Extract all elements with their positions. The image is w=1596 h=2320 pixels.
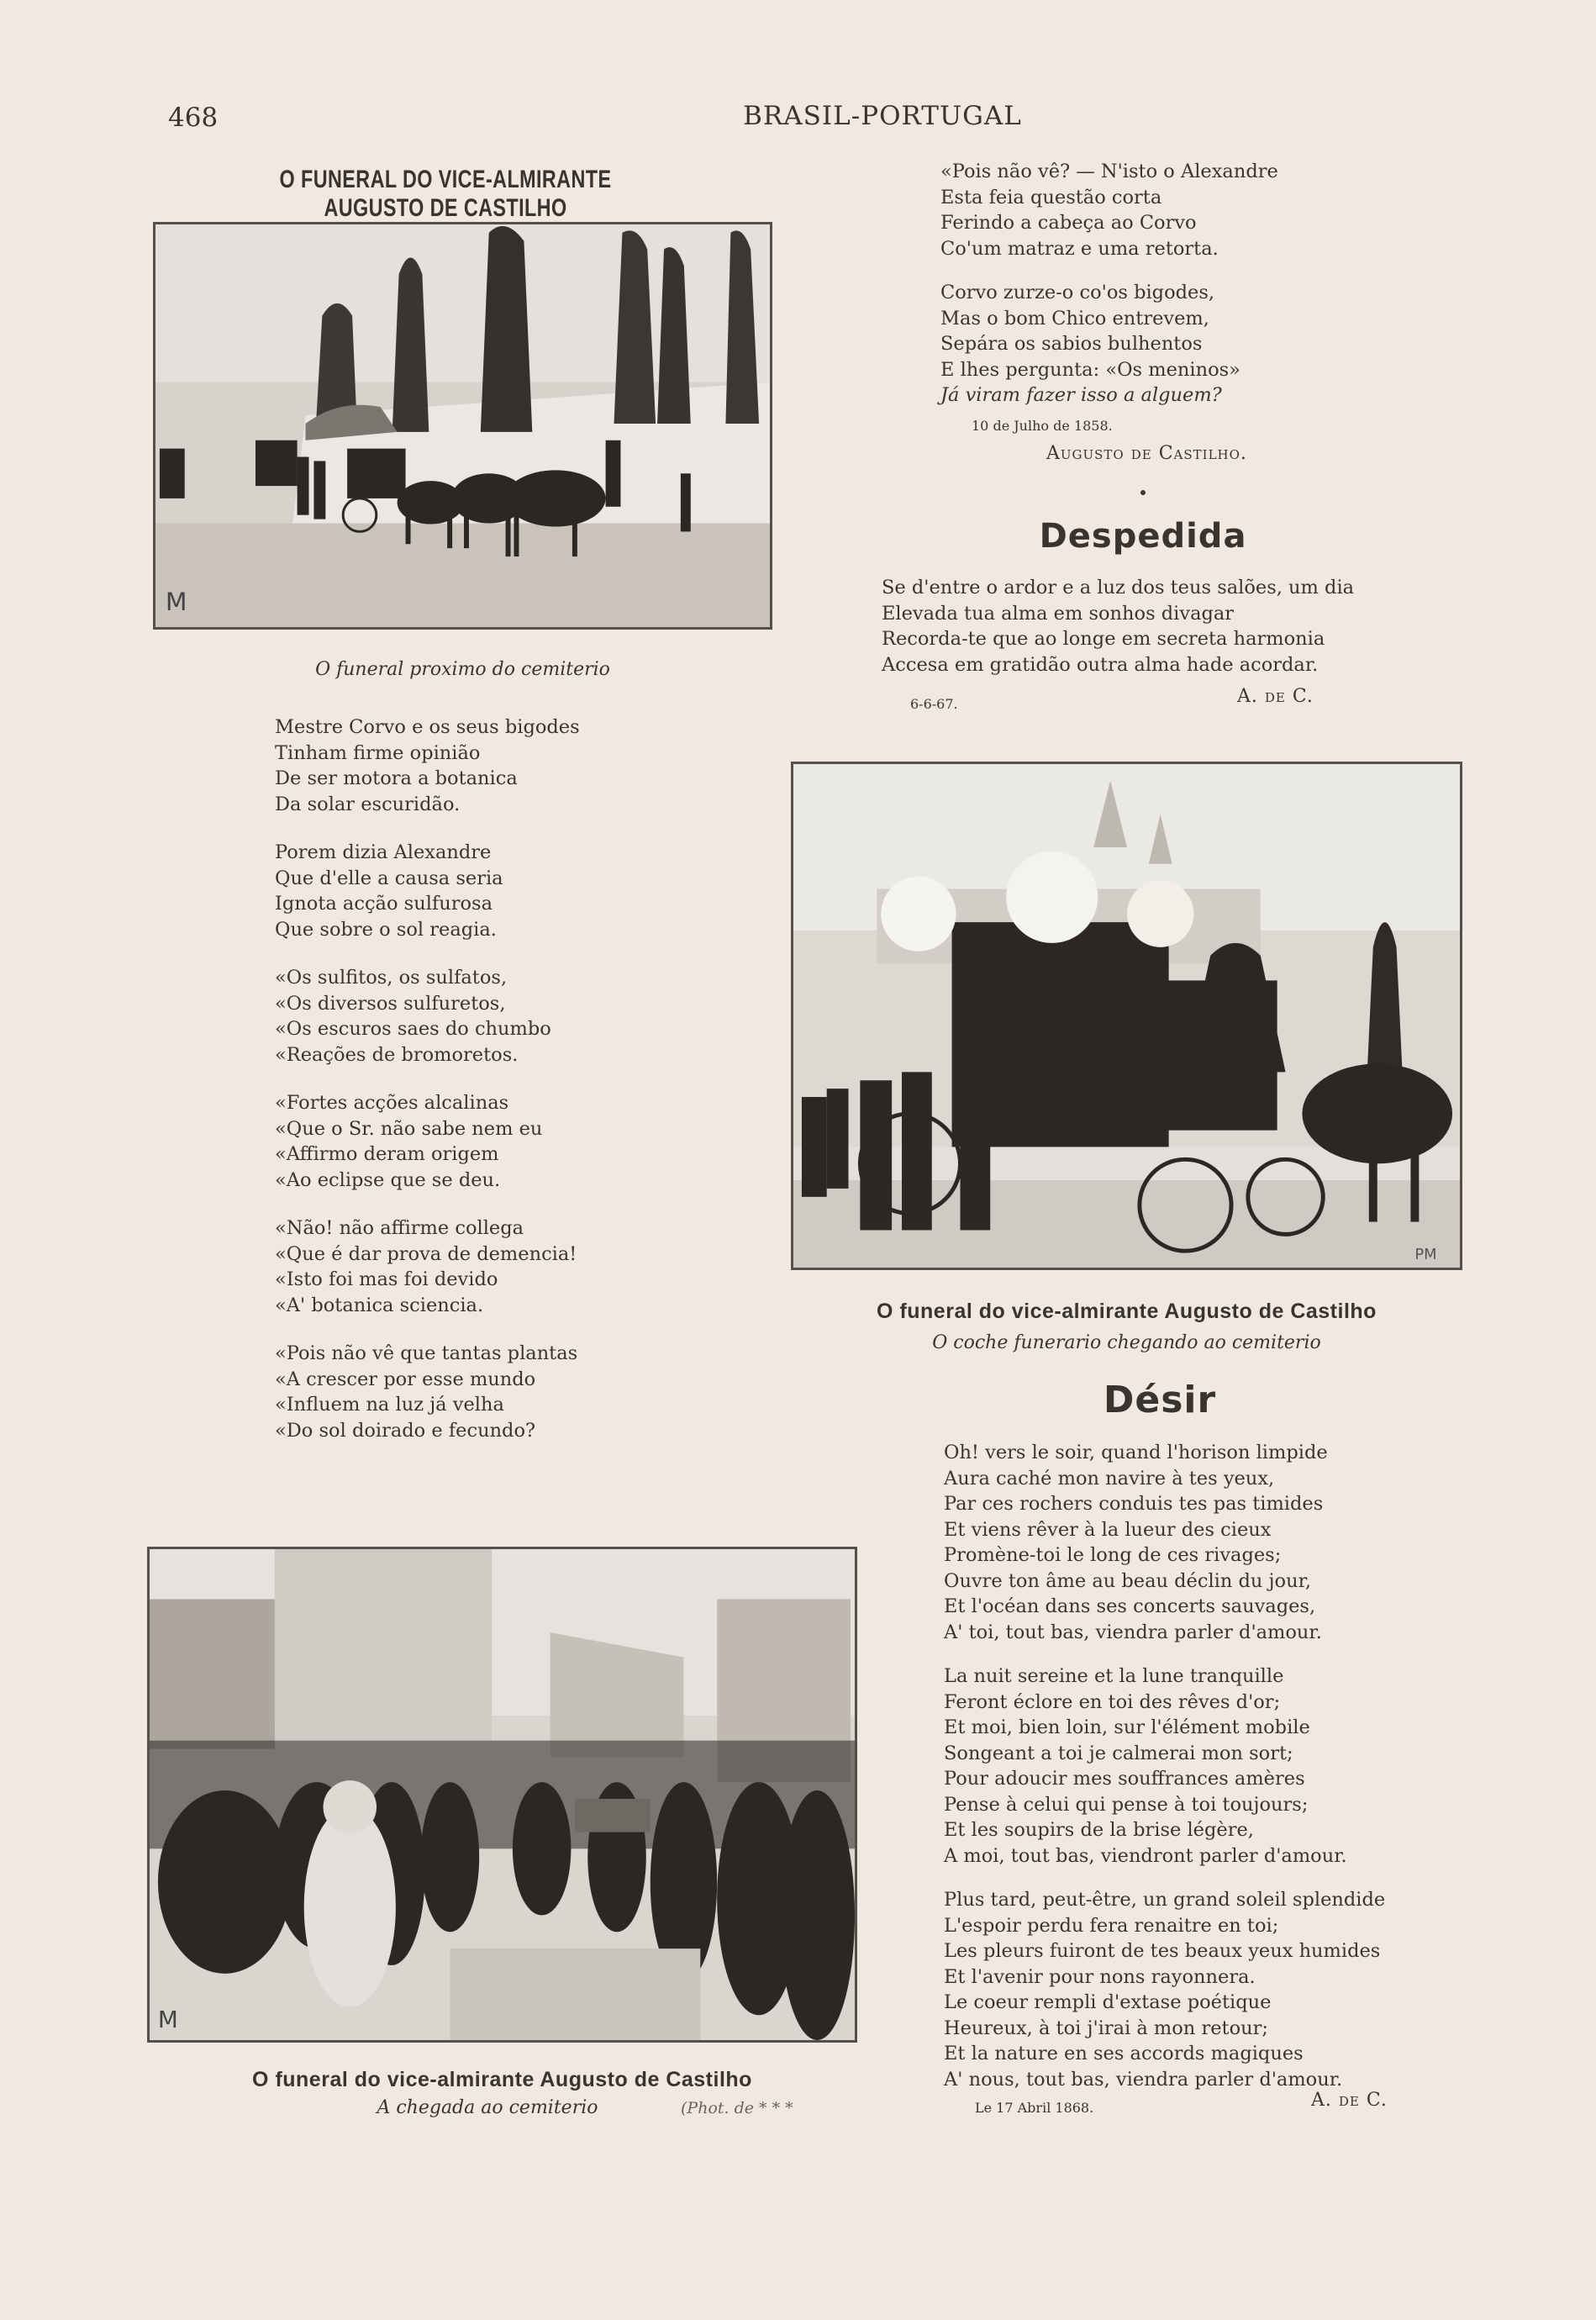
right-stanza-1 (940, 159, 1377, 261)
desir-date: Le 17 Abril 1868. (975, 2100, 1094, 2116)
article-title: O FUNERAL DO VICE-ALMIRANTE AUGUSTO DE CASTILHO (279, 166, 612, 222)
desir-title: Désir (1103, 1379, 1217, 1421)
poem-line: Songeant a toi je calmerai mon sort; (944, 1742, 1293, 1764)
poem-line: «Os sulfitos, os sulfatos, (275, 967, 508, 989)
poem-line: «A crescer por esse mundo (275, 1368, 536, 1390)
poem-line: «Do sol doirado e fecundo? (275, 1419, 536, 1442)
poem-line: Accesa em gratidão outra alma hade acordar. (882, 653, 1319, 676)
poem-line: «Os diversos sulfuretos, (275, 992, 506, 1015)
poem-line: Sepára os sabios bulhentos (940, 333, 1203, 355)
poem-line: Par ces rochers conduis tes pas timides (944, 1493, 1324, 1515)
poem-line: «Ao eclipse que se deu. (275, 1168, 501, 1191)
poem-line: Mas o bom Chico entrevem, (940, 307, 1209, 330)
poem-line: «Não! não affirme collega (275, 1217, 524, 1239)
poem-line: A moi, tout bas, viendront parler d'amour. (944, 1844, 1347, 1867)
photo-hearse (791, 762, 1462, 1270)
left-poem (275, 714, 712, 1466)
poem-line: Heureux, à toi j'irai à mon retour; (944, 2017, 1268, 2039)
poem-line: «Isto foi mas foi devido (275, 1268, 498, 1290)
photo3-caption-italic: A chegada ao cemiterio (377, 2097, 598, 2118)
poem-line: Ignota acção sulfurosa (275, 893, 492, 915)
poem-line: «Pois não vê que tantas plantas (275, 1342, 578, 1364)
left-stanza-3 (275, 965, 712, 1068)
poem-line: E lhes pergunta: «Os meninos» (940, 358, 1240, 381)
poem-line: «Fortes acções alcalinas (275, 1092, 509, 1114)
desir-author: A. de C. (1311, 2090, 1388, 2111)
poem-line: Et viens rêver à la lueur des cieux (944, 1518, 1272, 1541)
right-poem-author: Augusto de Castilho. (1046, 443, 1247, 464)
poem-line: Já viram fazer isso a alguem? (940, 384, 1222, 406)
poem-line: Ouvre ton âme au beau déclin du jour, (944, 1569, 1312, 1592)
poem-line: Da solar escuridão. (275, 793, 461, 815)
poem-line: Et la nature en ses accords magiques (944, 2043, 1304, 2064)
poem-line: Pense à celui qui pense à toi toujours; (944, 1793, 1309, 1816)
photo1-monogram: M (165, 588, 187, 618)
poem-line: Tinham firme opinião (275, 741, 481, 764)
poem-line: Et moi, bien loin, sur l'élément mobile (944, 1716, 1310, 1738)
poem-line: Les pleurs fuiront de tes beaux yeux humides (944, 1940, 1381, 1962)
poem-line: Elevada tua alma em sonhos divagar (882, 602, 1235, 625)
poem-line: «Influem na luz já velha (275, 1394, 504, 1416)
poem-line: Co'um matraz e uma retorta. (940, 237, 1219, 260)
left-stanza-1 (275, 714, 712, 817)
poem-line: Le coeur rempli d'extase poétique (944, 1991, 1272, 2013)
poem-line: De ser motora a botanica (275, 767, 518, 789)
poem-line: A' nous, tout bas, viendra parler d'amour. (944, 2068, 1343, 2091)
running-title: BRASIL-PORTUGAL (743, 101, 1022, 131)
right-poem-date: 10 de Julho de 1858. (972, 418, 1113, 434)
left-stanza-5 (275, 1215, 712, 1318)
poem-line: «Affirmo deram origem (275, 1143, 499, 1165)
despedida-poem (882, 575, 1386, 678)
poem-line: Et l'océan dans ses concerts sauvages, (944, 1595, 1316, 1617)
despedida-date: 6-6-67. (910, 696, 958, 712)
right-poem (940, 159, 1377, 414)
poem-line: Aura caché mon navire à tes yeux, (944, 1467, 1275, 1490)
poem-line: Esta feia questão corta (940, 186, 1162, 208)
poem-line: Porem dizia Alexandre (275, 841, 492, 863)
desir-stanza-1 (944, 1440, 1465, 1645)
poem-line: «Reações de bromoretos. (275, 1043, 519, 1066)
poem-line: Pour adoucir mes souffrances amères (944, 1768, 1305, 1790)
poem-line: Ferindo a cabeça ao Corvo (940, 212, 1197, 234)
poem-line: L'espoir perdu fera renaitre en toi; (944, 1914, 1279, 1937)
photo3-monogram: M (157, 2006, 178, 2034)
poem-line: «Pois não vê? — N'isto o Alexandre (940, 161, 1278, 182)
despedida-author: A. de C. (1237, 686, 1314, 707)
poem-line: Corvo zurze-o co'os bigodes, (940, 282, 1215, 303)
poem-line: Et les soupirs de la brise légère, (944, 1819, 1254, 1841)
right-stanza-2 (940, 280, 1377, 409)
poem-line: La nuit sereine et la lune tranquille (944, 1665, 1284, 1687)
poem-line: «Que o Sr. não sabe nem eu (275, 1117, 543, 1140)
poem-line: Se d'entre o ardor e a luz dos teus salões, um dia (882, 577, 1355, 598)
poem-line: Feront éclore en toi des rêves d'or; (944, 1690, 1281, 1713)
poem-line: «Que é dar prova de demencia! (275, 1242, 577, 1265)
left-stanza-6 (275, 1341, 712, 1443)
photo2-caption-bold: O funeral do vice-almirante Augusto de Castilho (877, 1300, 1377, 1323)
left-stanza-4 (275, 1090, 712, 1193)
desir-stanza-2 (944, 1664, 1465, 1869)
poem-line: «Os escuros saes do chumbo (275, 1018, 551, 1040)
left-stanza-2 (275, 840, 712, 942)
page-number: 468 (168, 103, 219, 133)
photo3-credit: (Phot. de * * * (681, 2099, 793, 2117)
ornament-dot (1140, 490, 1146, 495)
photo-arrival-cemetery (147, 1547, 857, 2043)
photo2-caption-italic: O coche funerario chegando ao cemiterio (932, 1332, 1321, 1353)
poem-line: A' toi, tout bas, viendra parler d'amour. (944, 1621, 1322, 1643)
poem-line: Mestre Corvo e os seus bigodes (275, 716, 580, 738)
poem-line: Oh! vers le soir, quand l'horison limpide (944, 1442, 1328, 1463)
poem-line: Que d'elle a causa seria (275, 867, 503, 889)
poem-line: Et l'avenir pour nons rayonnera. (944, 1965, 1256, 1988)
desir-poem (944, 1440, 1465, 2092)
poem-line: Que sobre o sol reagia. (275, 918, 497, 941)
photo3-caption-bold: O funeral do vice-almirante Augusto de Castilho (252, 2068, 752, 2091)
despedida-title: Despedida (1039, 517, 1247, 556)
desir-stanza-3 (944, 1887, 1465, 2092)
poem-line: «A' botanica sciencia. (275, 1294, 484, 1316)
poem-line: Recorda-te que ao longe em secreta harmonia (882, 628, 1325, 650)
poem-line: Plus tard, peut-être, un grand soleil splendide (944, 1889, 1386, 1911)
photo2-monogram: PM (1414, 1246, 1437, 1264)
poem-line: Promène-toi le long de ces rivages; (944, 1544, 1282, 1566)
photo1-caption: O funeral proximo do cemiterio (315, 659, 610, 680)
photo-funeral-procession (153, 222, 772, 630)
